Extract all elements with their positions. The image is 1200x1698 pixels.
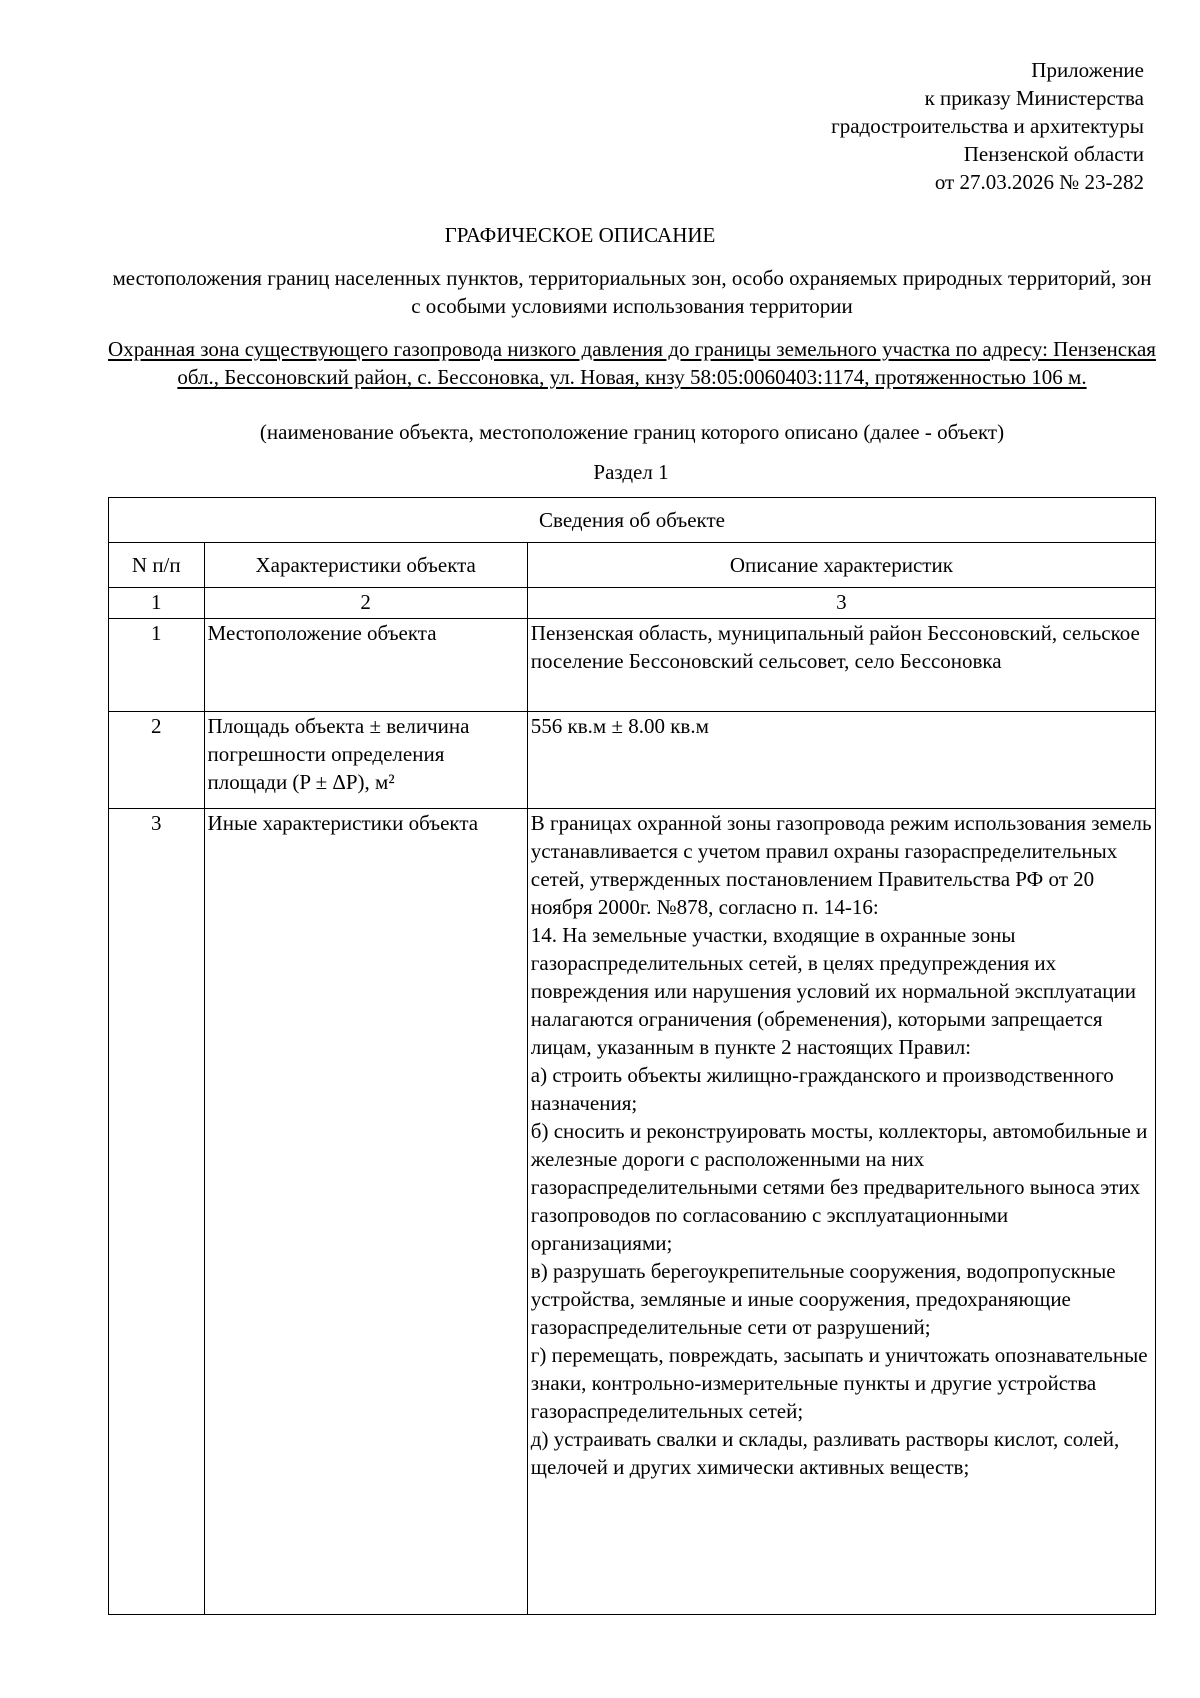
row-description <box>527 809 1155 1615</box>
table-caption-row <box>109 498 1156 543</box>
document-subtitle: местоположения границ населенных пунктов, территориальных зон, особо охраняемых природных территорий, зон с особыми условиями использования территории <box>112 266 1152 318</box>
header-characteristic: Характеристики объекта <box>204 543 527 588</box>
column-number: 1 <box>109 588 205 619</box>
row-num: 1 <box>109 619 205 712</box>
description-paragraph: а) строить объекты жилищно-гражданского и производственного назначения; <box>530 1063 1114 1115</box>
header-num: N п/п <box>109 543 205 588</box>
table-row <box>109 619 1156 712</box>
column-number: 3 <box>527 588 1155 619</box>
description-paragraph: б) сносить и реконструировать мосты, коллекторы, автомобильные и железные дороги с расположенными на них газораспределительными сетями без предварительного выноса этих газопроводов по согласованию с эксплуатационными организациями; <box>530 1119 1148 1255</box>
column-number: 2 <box>204 588 527 619</box>
row-characteristic: Иные характеристики объекта <box>204 809 527 1615</box>
row-characteristic: Местоположение объекта <box>204 619 527 712</box>
object-name: Охранная зона существующего газопровода низкого давления до границы земельного участка по адресу: Пензенская обл., Бессоновский район, с. Бессоновка, ул. Новая, кнзу 58:05:0060403:1174, протяженностью 106 м. <box>108 337 1156 389</box>
appendix-line: Приложение <box>1031 58 1144 82</box>
description-paragraph: г) перемещать, повреждать, засыпать и уничтожать опознавательные знаки, контрольно-измерительные пункты и другие устройства газораспределительных сетей; <box>530 1343 1148 1423</box>
description-paragraph: 14. На земельные участки, входящие в охранные зоны газораспределительных сетей, в целях предупреждения их повреждения или нарушения условий их нормальной эксплуатации налагаются ограничения (обременения), которыми запрещается лицам, указанным в пункте 2 настоящих Правил: <box>530 923 1137 1059</box>
document-title: ГРАФИЧЕСКОЕ ОПИСАНИЕ <box>444 223 716 247</box>
appendix-line: к приказу Министерства <box>924 86 1144 110</box>
row-num: 2 <box>109 712 205 809</box>
appendix-line: градостроительства и архитектуры <box>831 114 1144 138</box>
object-info-table <box>108 497 1156 1615</box>
table-caption: Сведения об объекте <box>109 498 1156 543</box>
table-row <box>109 712 1156 809</box>
object-name-note: (наименование объекта, местоположение границ которого описано (далее - объект) <box>259 420 1005 444</box>
description-paragraph: в) разрушать берегоукрепительные сооружения, водопропускные устройства, земляные и иные сооружения, предохраняющие газораспределительные сети от разрушений; <box>530 1259 1116 1339</box>
description-paragraph: д) устраивать свалки и склады, разливать растворы кислот, солей, щелочей и других химически активных веществ; <box>530 1427 1120 1479</box>
row-description: Пензенская область, муниципальный район Бессоновский, сельское поселение Бессоновский сельсовет, село Бессоновка <box>527 619 1155 712</box>
section-label: Раздел 1 <box>593 460 669 484</box>
table-header-row <box>109 543 1156 588</box>
appendix-line: Пензенской области <box>963 142 1144 166</box>
appendix-line: от 27.03.2026 № 23-282 <box>934 170 1144 194</box>
row-characteristic: Площадь объекта ± величина погрешности определения площади (P ± ΔP), м² <box>204 712 527 809</box>
table-row <box>109 809 1156 1615</box>
row-description: 556 кв.м ± 8.00 кв.м <box>527 712 1155 809</box>
header-description: Описание характеристик <box>527 543 1155 588</box>
description-paragraph: В границах охранной зоны газопровода режим использования земель устанавливается с учетом правил охраны газораспределительных сетей, утвержденных постановлением Правительства РФ от 20 ноября 2000г. №878, согласно п. 14-16: <box>530 811 1152 919</box>
column-number-row <box>109 588 1156 619</box>
appendix-header <box>544 56 1144 196</box>
row-num: 3 <box>109 809 205 1615</box>
